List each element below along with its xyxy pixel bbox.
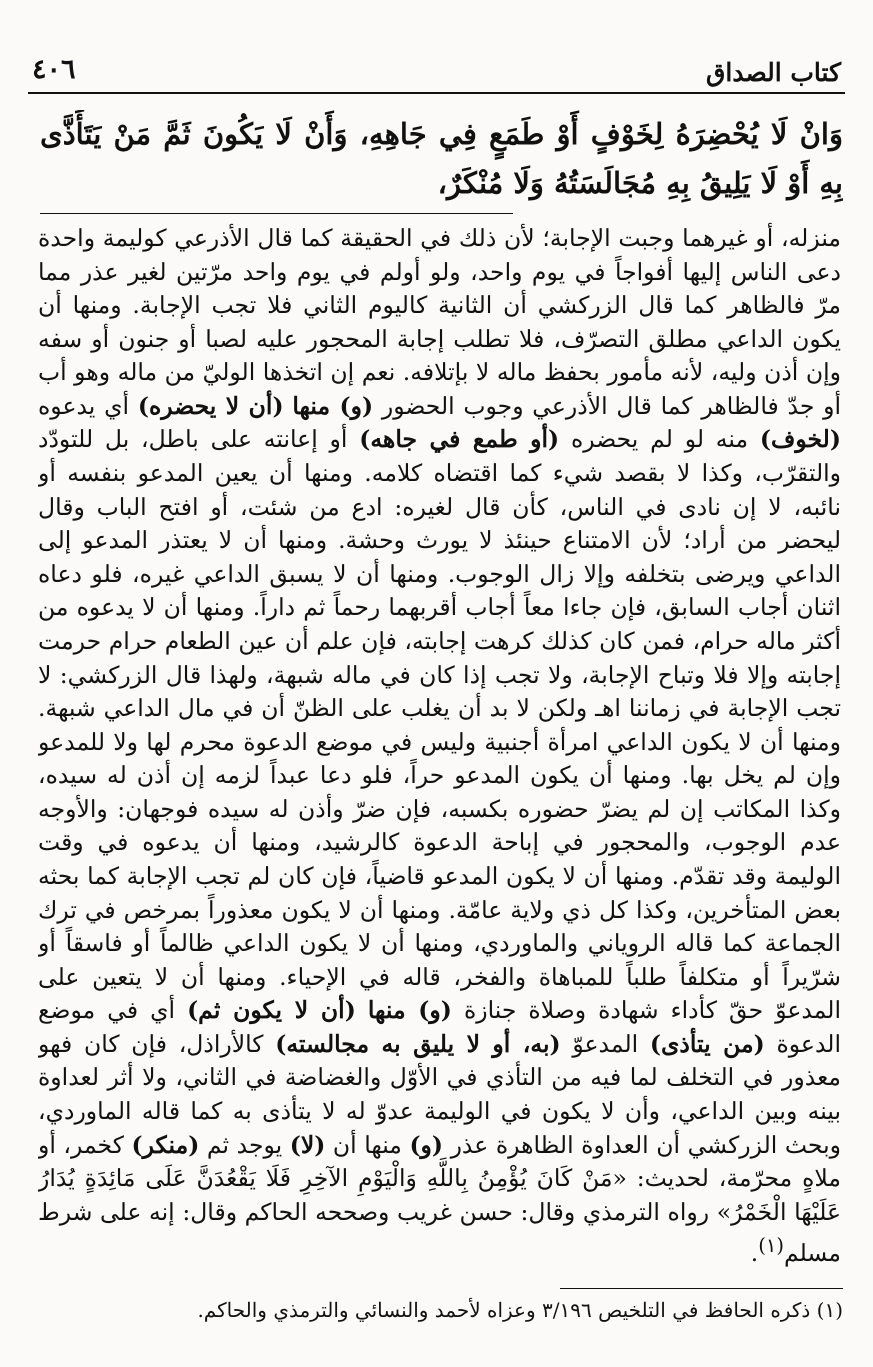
matn-quote: (و) منها — [367, 996, 452, 1025]
commentary-segment: أي في موضع الدعوة — [38, 996, 841, 1058]
commentary-segment: أي يدعوه — [38, 391, 130, 420]
commentary-segment: كخمر، أو ملاهٍ محرّمة، لحديث: «مَنْ كَانَ يُؤْمِنُ بِاللَّهِ وَالْيَوْمِ الآخِرِ فَلَا يَقْعُدَنَّ عَلَى مَائِدَةٍ يُدَارُ عَلَيْهَا الْخَمْرُ» رواه الترمذي وقال: حسن غريب وصححه الحاكم وقال: إنه على شرط مسلم — [38, 1130, 841, 1268]
commentary-text — [38, 222, 841, 1288]
running-header — [28, 52, 845, 94]
matn-quote: (به، أو لا يليق به مجالسته) — [275, 1029, 561, 1058]
matn-quote: (أو طمع في جاهه) — [359, 425, 560, 454]
footnote-reference: (١) — [758, 1234, 785, 1258]
commentary-segment: منها أن — [332, 1130, 402, 1159]
matn-text: وَانْ لَا يُحْضِرَهُ لِخَوْفٍ أَوْ طَمَعٍ فِي جَاهِهِ، وَأَنْ لَا يَكُونَ ثَمَّ مَنْ يَتَأَذَّى بِهِ أَوْ لَا يَلِيقُ بِهِ مُجَالَسَتُهُ وَلَا مُنْكَرٌ، — [40, 117, 843, 200]
commentary-segment: المدعوّ — [572, 1029, 639, 1058]
matn-quote: (من يتأذى) — [649, 1029, 765, 1058]
commentary-segment: منزله، أو غيرهما وجبت الإجابة؛ لأن ذلك في الحقيقة كما قال الأذرعي كوليمة واحدة دعى الناس إليها أفواجاً في يوم واحد، ولو أولم في يوم واحد مرّتين لغير عذر مما مرّ فالظاهر كما قال الزركشي أن الثانية كاليوم الثاني فلا تجب الإجابة. ومنها أن يكون الداعي مطلق التصرّف، فلا تطلب إجابة المحجور عليه لصبا أو جنون أو سفه وإن أذن وليه، لأنه مأمور بحفظ ماله لا بإتلافه. نعم إن اتخذها الوليّ من ماله وهو أب أو جدّ فالظاهر كما قال الأذرعي وجوب الحضور — [38, 224, 841, 420]
matn-quote: (منكر) — [131, 1130, 200, 1159]
matn-quote: (أن لا يكون ثم) — [187, 996, 356, 1025]
matn-quote: (و) — [409, 1130, 444, 1159]
footnote-divider — [560, 1288, 843, 1289]
matn-divider — [40, 213, 513, 214]
matn-quote: (لخوف) — [759, 425, 841, 454]
page-number: ٤٠٦ — [32, 54, 76, 85]
matn-quote: (أن لا يحضره) — [137, 391, 284, 420]
book-title: كتاب الصداق — [705, 58, 841, 87]
matn-quote: (لا) — [289, 1130, 326, 1159]
commentary-segment: كالأراذل، فإن كان فهو معذور في التخلف لما فيه من التأذي في الأوّل والغضاضة في الثاني، ولا أثر لعداوة بينه وبين الداعي، وأن لا يكون في الوليمة عدوّ له لا يتأذى به كما قاله الماوردي، وبحث الزركشي أن العداوة الظاهرة عذر — [38, 1029, 841, 1159]
matn-quote: (و) منها — [292, 391, 374, 420]
commentary-segment: أو إعانته على باطل، بل للتودّد والتقرّب، وكذا لا بقصد شيء كما اقتضاه كلامه. ومنها أن يعين المدعو بنفسه أو نائبه، لا إن نادى في الناس، كأن قال لغيره: ادع من شئت، أو افتح الباب وقال ليحضر من أراد؛ لأن الامتناع حينئذ لا يورث وحشة. ومنها أن لا يعتذر المدعو إلى الداعي ويرضى بتخلفه وإلا زال الوجوب. ومنها أن لا يسبق الداعي غيره، فلو دعاه اثنان أجاب السابق، فإن جاءا معاً أجاب أقربهما رحماً ثم داراً. ومنها أن لا يدعوه من أكثر ماله حرام، فمن كان كذلك كرهت إجابته، فإن علم أن عين الطعام حرام حرمت إجابته وإلا فلا وتباح الإجابة، ولا تجب إذا كان في ماله شبهة، ولهذا قال الزركشي: لا تجب الإجابة في زماننا اهـ ولكن لا بد أن يغلب على الظنّ أن في مال الداعي شبهة. ومنها أن لا يكون الداعي امرأة أجنبية وليس في موضع الدعوة محرم لها ولا للمدعو وإن لم يخل بها. ومنها أن يكون المدعو حراً، فلو دعا عبداً لزمه إن أذن له سيده، وكذا المكاتب إن لم يضرّ حضوره بكسبه، فإن ضرّ وأذن له سيده فوجهان: والأوجه عدم الوجوب، والمحجور في إباحة الدعوة كالرشيد، ومنها أن يدعوه في وقت الوليمة وقد تقدّم. ومنها أن لا يكون المدعو قاضياً، فإن كان لم تجب الإجابة كما بحثه بعض المتأخرين، وكذا كل ذي ولاية عامّة. ومنها أن لا يكون معذوراً بمرخص في ترك الجماعة كما قاله الروياني والماوردي، ومنها أن لا يكون الداعي ظالماً أو فاسقاً أو شرّيراً أو متكلفاً طلباً للمباهاة والفخر، قاله في الإحياء. ومنها أن لا يتعين على المدعوّ حقّ كأداء شهادة وصلاة جنازة — [38, 425, 841, 1025]
sentence-end: . — [750, 1239, 759, 1268]
commentary-segment: يوجد ثم — [206, 1130, 283, 1159]
commentary-segment: منه لو لم يحضره — [570, 425, 749, 454]
footnote-text: (١) ذكره الحافظ في التلخيص ٣/١٩٦ وعزاه لأحمد والنسائي والترمذي والحاكم. — [197, 1298, 843, 1322]
